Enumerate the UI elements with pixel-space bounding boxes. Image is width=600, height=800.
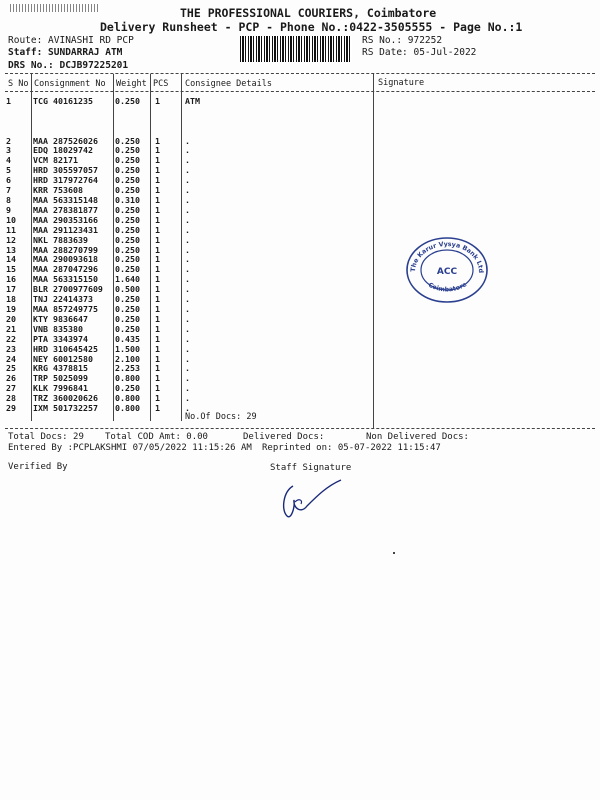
- row-weight: 0.800: [115, 393, 140, 404]
- row-consignee-details: .: [185, 145, 190, 156]
- row-sno: 18: [6, 294, 16, 305]
- row-sno: 27: [6, 383, 16, 394]
- row-sno: 26: [6, 373, 16, 384]
- row-consignee-details: .: [185, 214, 190, 225]
- row-consignee-details: .: [185, 373, 190, 384]
- row-sno: 22: [6, 333, 16, 344]
- row-weight: 0.250: [115, 185, 140, 196]
- row-weight: 1.640: [115, 274, 140, 285]
- row-sno: 17: [6, 284, 16, 295]
- header-barcode-faint: [10, 4, 100, 12]
- row-sno: 2: [6, 135, 11, 146]
- stamp-text-top: The Karur Vysya Bank Ltd: [409, 240, 485, 274]
- row-pcs: 1: [155, 383, 160, 394]
- row-pcs: 1: [155, 145, 160, 156]
- route: Route: AVINASHI RD PCP: [8, 35, 134, 46]
- row-pcs: 1: [155, 373, 160, 384]
- row-weight: 0.435: [115, 333, 140, 344]
- row-consignee-details: .: [185, 363, 190, 374]
- row-weight: 0.250: [115, 264, 140, 275]
- row-consignment-no: KTY 9836647: [33, 313, 88, 324]
- row-sno: 24: [6, 353, 16, 364]
- row-consignee-details: .: [185, 284, 190, 295]
- row-consignee-details: .: [185, 323, 190, 334]
- staff: Staff: SUNDARRAJ ATM: [8, 47, 123, 58]
- row-consignee-details: .: [185, 303, 190, 314]
- row-pcs: 1: [155, 264, 160, 275]
- header-top-rule: [5, 73, 595, 74]
- row-consignee-details: .: [185, 185, 190, 196]
- reprinted-on: Reprinted on: 05-07-2022 11:15:47: [262, 443, 441, 453]
- consignment-table: [6, 97, 245, 414]
- total-docs: Total Docs: 29: [8, 432, 84, 442]
- row-sno: 12: [6, 234, 16, 245]
- row-pcs: 1: [155, 155, 160, 166]
- row-consignee-details: .: [185, 403, 190, 414]
- row-consignee-details: .: [185, 383, 190, 394]
- row-weight: 0.250: [115, 383, 140, 394]
- row-sno: 11: [6, 224, 16, 235]
- col-weight: Weight: [116, 79, 147, 89]
- no-of-docs: No.Of Docs: 29: [185, 412, 257, 422]
- row-weight: 2.100: [115, 353, 140, 364]
- row-consignee-details: .: [185, 195, 190, 206]
- row-consignee-details: .: [185, 393, 190, 404]
- row-sno: 16: [6, 274, 16, 285]
- row-consignee-details: .: [185, 264, 190, 275]
- row-consignment-no: TRP 5025099: [33, 373, 88, 384]
- row-consignee-details: .: [185, 333, 190, 344]
- row-pcs: 1: [155, 353, 160, 364]
- entered-by: Entered By :PCPLAKSHMI 07/05/2022 11:15:26 AM: [8, 443, 252, 453]
- row-pcs: 1: [155, 175, 160, 186]
- col-signature: Signature: [378, 78, 425, 88]
- row-weight: 0.250: [115, 145, 140, 156]
- row-consignment-no: MAA 287047296: [33, 264, 98, 275]
- row-consignment-no: TRZ 360020626: [33, 393, 98, 404]
- row-sno: 4: [6, 155, 11, 166]
- row-weight: 0.250: [115, 204, 140, 215]
- runsheet-title: Delivery Runsheet - PCP - Phone No.:0422-3505555 - Page No.:1: [100, 20, 523, 34]
- col-sno: S No: [8, 79, 29, 89]
- col-consignee-details: Consignee Details: [185, 79, 272, 89]
- row-consignment-no: HRD 310645425: [33, 343, 98, 354]
- row-consignee-details: ATM: [185, 96, 200, 106]
- row-weight: 0.310: [115, 195, 140, 206]
- row-consignee-details: .: [185, 224, 190, 235]
- delivered-docs: Delivered Docs:: [243, 432, 325, 442]
- row-weight: 0.250: [115, 175, 140, 186]
- row-pcs: 1: [155, 135, 160, 146]
- row-consignee-details: .: [185, 204, 190, 215]
- row-consignee-details: .: [185, 244, 190, 255]
- row-sno: 9: [6, 204, 11, 215]
- drs-number: DRS No.: DCJB97225201: [8, 60, 129, 71]
- row-pcs: 1: [155, 96, 160, 106]
- row-consignee-details: .: [185, 254, 190, 265]
- row-consignee-details: .: [185, 313, 190, 324]
- barcode: [240, 36, 352, 62]
- row-consignment-no: PTA 3343974: [33, 333, 88, 344]
- row-sno: 5: [6, 165, 11, 176]
- row-sno: 10: [6, 214, 16, 225]
- row-consignment-no: NEY 60012580: [33, 353, 93, 364]
- staff-signature-label: Staff Signature: [270, 463, 352, 473]
- row-consignment-no: MAA 290353166: [33, 214, 98, 225]
- row-weight: 0.250: [115, 313, 140, 324]
- row-consignment-no: HRD 317972764: [33, 175, 98, 186]
- row-sno: 20: [6, 313, 16, 324]
- row-consignment-no: NKL 7883639: [33, 234, 88, 245]
- row-pcs: 1: [155, 224, 160, 235]
- rs-date: RS Date: 05-Jul-2022: [362, 47, 477, 58]
- row-consignment-no: MAA 287526026: [33, 135, 98, 146]
- row-pcs: 1: [155, 333, 160, 344]
- non-delivered-docs: Non Delivered Docs:: [366, 432, 469, 442]
- row-consignment-no: HRD 305597057: [33, 165, 98, 176]
- row-weight: 2.253: [115, 363, 140, 374]
- row-consignment-no: KRR 753608: [33, 185, 83, 196]
- row-weight: 0.250: [115, 214, 140, 225]
- row-weight: 0.250: [115, 224, 140, 235]
- row-pcs: 1: [155, 343, 160, 354]
- row-pcs: 1: [155, 313, 160, 324]
- row-consignment-no: MAA 563315148: [33, 195, 98, 206]
- table-bottom-rule: [5, 428, 595, 429]
- row-sno: 6: [6, 175, 11, 186]
- row-weight: 0.250: [115, 234, 140, 245]
- row-pcs: 1: [155, 185, 160, 196]
- row-sno: 29: [6, 403, 16, 414]
- row-weight: 0.250: [115, 96, 140, 106]
- row-consignee-details: .: [185, 294, 190, 305]
- row-weight: 0.250: [115, 254, 140, 265]
- row-pcs: 1: [155, 323, 160, 334]
- row-pcs: 1: [155, 274, 160, 285]
- row-consignment-no: TCG 40161235: [33, 96, 93, 106]
- verified-by: Verified By: [8, 462, 68, 472]
- row-spacer-cell: [6, 107, 245, 117]
- row-pcs: 1: [155, 195, 160, 206]
- row-pcs: 1: [155, 284, 160, 295]
- company-name: THE PROFESSIONAL COURIERS, Coimbatore: [180, 6, 437, 20]
- row-sno: 7: [6, 185, 11, 196]
- row-consignment-no: VCM 82171: [33, 155, 78, 166]
- row-consignment-no: MAA 857249775: [33, 303, 98, 314]
- row-consignment-no: MAA 563315150: [33, 274, 98, 285]
- row-consignment-no: MAA 278381877: [33, 204, 98, 215]
- row-consignee-details: .: [185, 353, 190, 364]
- row-pcs: 1: [155, 204, 160, 215]
- row-sno: 3: [6, 145, 11, 156]
- row-pcs: 1: [155, 403, 160, 414]
- table-row: [6, 97, 245, 107]
- row-consignee-details: .: [185, 343, 190, 354]
- row-weight: 1.500: [115, 343, 140, 354]
- row-weight: 0.250: [115, 135, 140, 146]
- row-consignment-no: MAA 288270799: [33, 244, 98, 255]
- row-weight: 0.250: [115, 165, 140, 176]
- row-consignment-no: VNB 835380: [33, 323, 83, 334]
- row-consignment-no: MAA 290093618: [33, 254, 98, 265]
- total-cod: Total COD Amt: 0.00: [105, 432, 208, 442]
- row-sno: 15: [6, 264, 16, 275]
- row-weight: 0.250: [115, 155, 140, 166]
- row-consignment-no: KLK 7996841: [33, 383, 88, 394]
- row-pcs: 1: [155, 244, 160, 255]
- row-consignment-no: TNJ 22414373: [33, 294, 93, 305]
- row-sno: 14: [6, 254, 16, 265]
- col-pcs: PCS: [153, 79, 169, 89]
- stamp-text-bottom: Coimbatore: [426, 281, 469, 294]
- row-sno: 1: [6, 96, 11, 106]
- row-sno: 23: [6, 343, 16, 354]
- row-consignment-no: BLR 2700977609: [33, 284, 103, 295]
- row-sno: 28: [6, 393, 16, 404]
- col-divider: [373, 74, 374, 428]
- row-consignee-details: .: [185, 165, 190, 176]
- row-pcs: 1: [155, 393, 160, 404]
- row-consignment-no: KRG 4378815: [33, 363, 88, 374]
- row-consignee-details: .: [185, 155, 190, 166]
- row-consignment-no: IXM 501732257: [33, 403, 98, 414]
- row-sno: 25: [6, 363, 16, 374]
- row-consignee-details: .: [185, 175, 190, 186]
- col-consignment: Consignment No: [34, 79, 106, 89]
- row-weight: 0.250: [115, 294, 140, 305]
- row-pcs: 1: [155, 363, 160, 374]
- bank-stamp: [405, 236, 489, 304]
- row-spacer: [6, 117, 245, 127]
- row-weight: 0.250: [115, 303, 140, 314]
- row-consignee-details: .: [185, 135, 190, 146]
- row-weight: 0.250: [115, 323, 140, 334]
- row-weight: 0.250: [115, 244, 140, 255]
- row-spacer: [6, 107, 245, 117]
- rs-number: RS No.: 972252: [362, 35, 443, 46]
- row-pcs: 1: [155, 165, 160, 176]
- row-consignee-details: .: [185, 234, 190, 245]
- row-sno: 8: [6, 195, 11, 206]
- row-pcs: 1: [155, 234, 160, 245]
- row-pcs: 1: [155, 294, 160, 305]
- header-bottom-rule: [5, 91, 595, 92]
- row-consignment-no: MAA 291123431: [33, 224, 98, 235]
- row-pcs: 1: [155, 303, 160, 314]
- row-sno: 21: [6, 323, 16, 334]
- row-spacer-cell: [6, 117, 245, 127]
- row-consignee-details: .: [185, 274, 190, 285]
- row-weight: 0.500: [115, 284, 140, 295]
- speck: [393, 552, 395, 554]
- stamp-center-text: ACC: [436, 267, 458, 277]
- row-sno: 19: [6, 303, 16, 314]
- svg-text:Coimbatore: [427, 281, 468, 293]
- row-pcs: 1: [155, 254, 160, 265]
- handwritten-signature: [275, 472, 345, 522]
- row-weight: 0.800: [115, 373, 140, 384]
- row-weight: 0.800: [115, 403, 140, 414]
- row-consignment-no: EDQ 18029742: [33, 145, 93, 156]
- row-sno: 13: [6, 244, 16, 255]
- row-pcs: 1: [155, 214, 160, 225]
